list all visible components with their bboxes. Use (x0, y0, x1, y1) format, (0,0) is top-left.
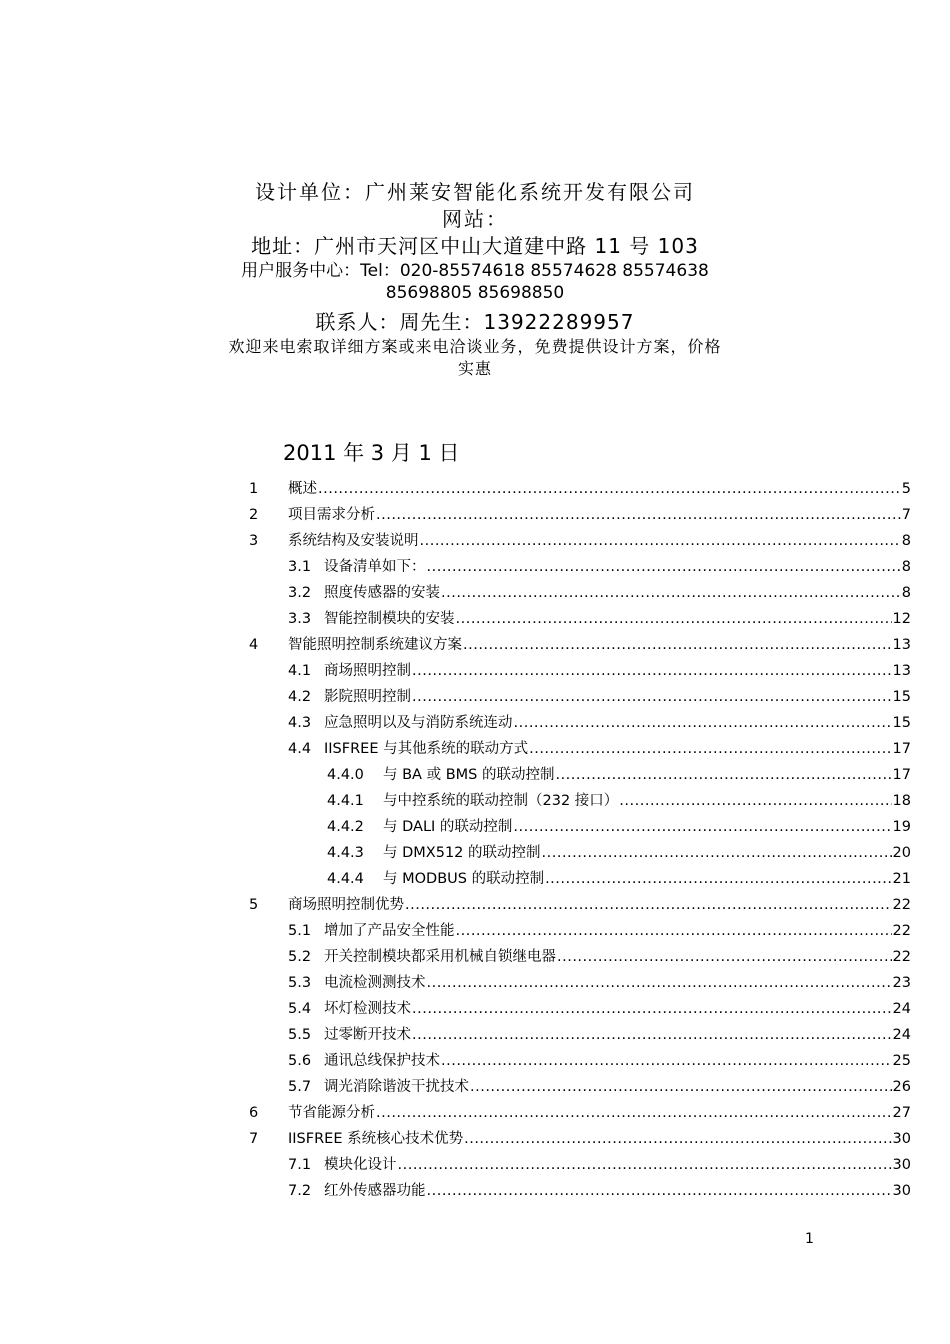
toc-entry-number: 6 (249, 1105, 259, 1121)
toc-dot-leader (441, 580, 901, 606)
toc-entry-title: 调光消除谐波干扰技术 (324, 1079, 469, 1095)
toc-entry-page: 27 (892, 1105, 911, 1121)
toc-entry-title: 与 BA 或 BMS 的联动控制 (383, 767, 555, 783)
toc-entry-page: 17 (892, 741, 911, 757)
toc-entry-page: 15 (892, 689, 911, 705)
welcome-text-cont: 实惠 (457, 359, 492, 378)
toc-entry-title: 照度传感器的安装 (324, 585, 440, 601)
toc-entry-title: 红外传感器功能 (324, 1183, 426, 1199)
toc-entry-title: 系统结构及安装说明 (288, 533, 419, 549)
toc-entry-number: 5.7 (288, 1079, 312, 1095)
toc-entry-title: 开关控制模块都采用机械自锁继电器 (324, 949, 556, 965)
toc-dot-leader (376, 1100, 892, 1126)
toc-entry-title: 增加了产品安全性能 (324, 923, 455, 939)
toc-entry-page: 13 (892, 637, 911, 653)
toc-entry-title: 智能照明控制系统建议方案 (288, 637, 462, 653)
toc-dot-leader (456, 606, 892, 632)
welcome-text: 欢迎来电索取详细方案或来电洽谈业务，免费提供设计方案，价格 (228, 337, 722, 356)
toc-dot-leader (427, 970, 892, 996)
toc-entry-number: 5.6 (288, 1053, 312, 1069)
toc-entry[interactable] (0, 476, 950, 502)
toc-entry-page: 19 (892, 819, 911, 835)
toc-dot-leader (619, 788, 891, 814)
toc-dot-leader (420, 528, 901, 554)
toc-entry-number: 7 (249, 1131, 259, 1147)
toc-entry-page: 21 (892, 871, 911, 887)
toc-entry-page: 24 (892, 1001, 911, 1017)
toc-entry-page: 23 (892, 975, 911, 991)
toc-entry[interactable] (0, 684, 950, 710)
toc-dot-leader (464, 1126, 891, 1152)
toc-entry-title: 影院照明控制 (324, 689, 411, 705)
toc-entry[interactable] (0, 944, 950, 970)
toc-entry[interactable] (0, 710, 950, 736)
document-date: 2011 年 3 月 1 日 (283, 441, 460, 465)
toc-entry-page: 8 (901, 585, 911, 601)
toc-entry-number: 4.2 (288, 689, 312, 705)
toc-dot-leader (405, 892, 892, 918)
toc-entry[interactable] (0, 632, 950, 658)
toc-entry-number: 7.1 (288, 1157, 312, 1173)
toc-dot-leader (555, 762, 891, 788)
contact-person: 联系人：周先生：13922289957 (315, 310, 635, 334)
toc-dot-leader (412, 684, 892, 710)
service-center-phones: 用户服务中心：Tel：020-85574618 85574628 85574638 (241, 261, 709, 281)
toc-entry[interactable] (0, 814, 950, 840)
toc-entry[interactable] (0, 762, 950, 788)
toc-entry-page: 18 (892, 793, 911, 809)
toc-entry-number: 5.5 (288, 1027, 312, 1043)
toc-entry-number: 4.4.4 (327, 871, 364, 887)
toc-entry-page: 12 (892, 611, 911, 627)
toc-entry-number: 4.1 (288, 663, 312, 679)
toc-dot-leader (470, 1074, 892, 1100)
toc-entry-title: IISFREE 与其他系统的联动方式 (324, 741, 529, 757)
toc-entry-title: 模块化设计 (324, 1157, 397, 1173)
toc-entry-title: 节省能源分析 (288, 1105, 375, 1121)
toc-entry-number: 4.4.3 (327, 845, 364, 861)
toc-entry[interactable] (0, 554, 950, 580)
toc-entry-title: IISFREE 系统核心技术优势 (288, 1131, 464, 1147)
toc-entry-number: 5.4 (288, 1001, 312, 1017)
toc-entry-page: 17 (892, 767, 911, 783)
toc-entry-number: 5.2 (288, 949, 312, 965)
toc-entry-number: 5.3 (288, 975, 312, 991)
toc-dot-leader (412, 1022, 892, 1048)
toc-entry[interactable] (0, 788, 950, 814)
toc-entry-number: 4.4 (288, 741, 312, 757)
toc-entry-number: 3.3 (288, 611, 312, 627)
toc-entry-title: 应急照明以及与消防系统连动 (324, 715, 513, 731)
toc-entry-number: 4.3 (288, 715, 312, 731)
toc-entry-page: 30 (892, 1131, 911, 1147)
toc-entry-page: 22 (892, 949, 911, 965)
toc-entry[interactable] (0, 918, 950, 944)
toc-entry-title: 项目需求分析 (288, 507, 375, 523)
toc-entry-title: 与 DMX512 的联动控制 (383, 845, 541, 861)
toc-entry-page: 25 (892, 1053, 911, 1069)
toc-entry[interactable] (0, 1074, 950, 1100)
toc-entry[interactable] (0, 1152, 950, 1178)
toc-entry-number: 4.4.0 (327, 767, 364, 783)
toc-entry-title: 设备清单如下： (324, 559, 426, 575)
toc-dot-leader (545, 866, 891, 892)
toc-entry[interactable] (0, 736, 950, 762)
toc-entry[interactable] (0, 866, 950, 892)
toc-entry-number: 3 (249, 533, 259, 549)
toc-entry[interactable] (0, 658, 950, 684)
toc-entry-title: 电流检测测技术 (324, 975, 426, 991)
toc-entry-page: 30 (892, 1183, 911, 1199)
toc-entry-page: 5 (901, 481, 911, 497)
toc-dot-leader (318, 476, 901, 502)
toc-entry-title: 商场照明控制 (324, 663, 411, 679)
service-center-phones-cont: 85698805 85698850 (385, 283, 565, 303)
table-of-contents (0, 476, 950, 1204)
toc-entry-number: 1 (249, 481, 259, 497)
toc-entry-title: 与 MODBUS 的联动控制 (383, 871, 545, 887)
toc-dot-leader (376, 502, 901, 528)
website: 网站： (442, 207, 508, 231)
toc-entry-title: 商场照明控制优势 (288, 897, 404, 913)
page-number: 1 (805, 1231, 814, 1247)
toc-entry[interactable] (0, 840, 950, 866)
toc-entry[interactable] (0, 970, 950, 996)
toc-dot-leader (463, 632, 892, 658)
toc-entry-title: 与 DALI 的联动控制 (383, 819, 513, 835)
toc-entry-page: 24 (892, 1027, 911, 1043)
toc-entry-page: 20 (892, 845, 911, 861)
toc-entry[interactable] (0, 502, 950, 528)
toc-entry[interactable] (0, 606, 950, 632)
toc-entry[interactable] (0, 580, 950, 606)
toc-entry-title: 与中控系统的联动控制（232 接口） (383, 793, 619, 809)
toc-dot-leader (557, 944, 892, 970)
toc-entry-page: 13 (892, 663, 911, 679)
toc-dot-leader (441, 1048, 892, 1074)
toc-entry[interactable] (0, 1126, 950, 1152)
toc-entry[interactable] (0, 528, 950, 554)
toc-dot-leader (412, 658, 892, 684)
design-unit: 设计单位：广州莱安智能化系统开发有限公司 (255, 180, 695, 204)
toc-entry-number: 2 (249, 507, 259, 523)
toc-entry-number: 4.4.1 (327, 793, 364, 809)
toc-dot-leader (456, 918, 892, 944)
toc-entry-number: 7.2 (288, 1183, 312, 1199)
toc-entry[interactable] (0, 1022, 950, 1048)
toc-entry-number: 3.1 (288, 559, 312, 575)
toc-dot-leader (427, 1178, 892, 1204)
toc-entry-title: 坏灯检测技术 (324, 1001, 411, 1017)
toc-entry-number: 4 (249, 637, 259, 653)
toc-dot-leader (412, 996, 892, 1022)
toc-entry-number: 5 (249, 897, 259, 913)
toc-entry[interactable] (0, 892, 950, 918)
toc-entry-page: 7 (901, 507, 911, 523)
toc-entry[interactable] (0, 996, 950, 1022)
toc-entry-title: 概述 (288, 481, 317, 497)
toc-entry-page: 8 (901, 559, 911, 575)
toc-dot-leader (513, 814, 891, 840)
toc-entry-page: 26 (892, 1079, 911, 1095)
toc-entry-number: 3.2 (288, 585, 312, 601)
toc-dot-leader (529, 736, 891, 762)
toc-dot-leader (427, 554, 901, 580)
toc-entry[interactable] (0, 1048, 950, 1074)
toc-entry[interactable] (0, 1178, 950, 1204)
toc-entry-number: 4.4.2 (327, 819, 364, 835)
toc-entry-page: 22 (892, 897, 911, 913)
toc-entry-title: 通讯总线保护技术 (324, 1053, 440, 1069)
address: 地址：广州市天河区中山大道建中路 11 号 103 (251, 234, 699, 258)
toc-dot-leader (542, 840, 892, 866)
toc-entry-page: 30 (892, 1157, 911, 1173)
document-header (0, 178, 950, 380)
toc-entry-title: 智能控制模块的安装 (324, 611, 455, 627)
toc-dot-leader (398, 1152, 892, 1178)
toc-entry-number: 5.1 (288, 923, 312, 939)
toc-entry-title: 过零断开技术 (324, 1027, 411, 1043)
toc-entry-page: 22 (892, 923, 911, 939)
toc-entry-page: 8 (901, 533, 911, 549)
toc-entry-page: 15 (892, 715, 911, 731)
toc-dot-leader (514, 710, 892, 736)
toc-entry[interactable] (0, 1100, 950, 1126)
